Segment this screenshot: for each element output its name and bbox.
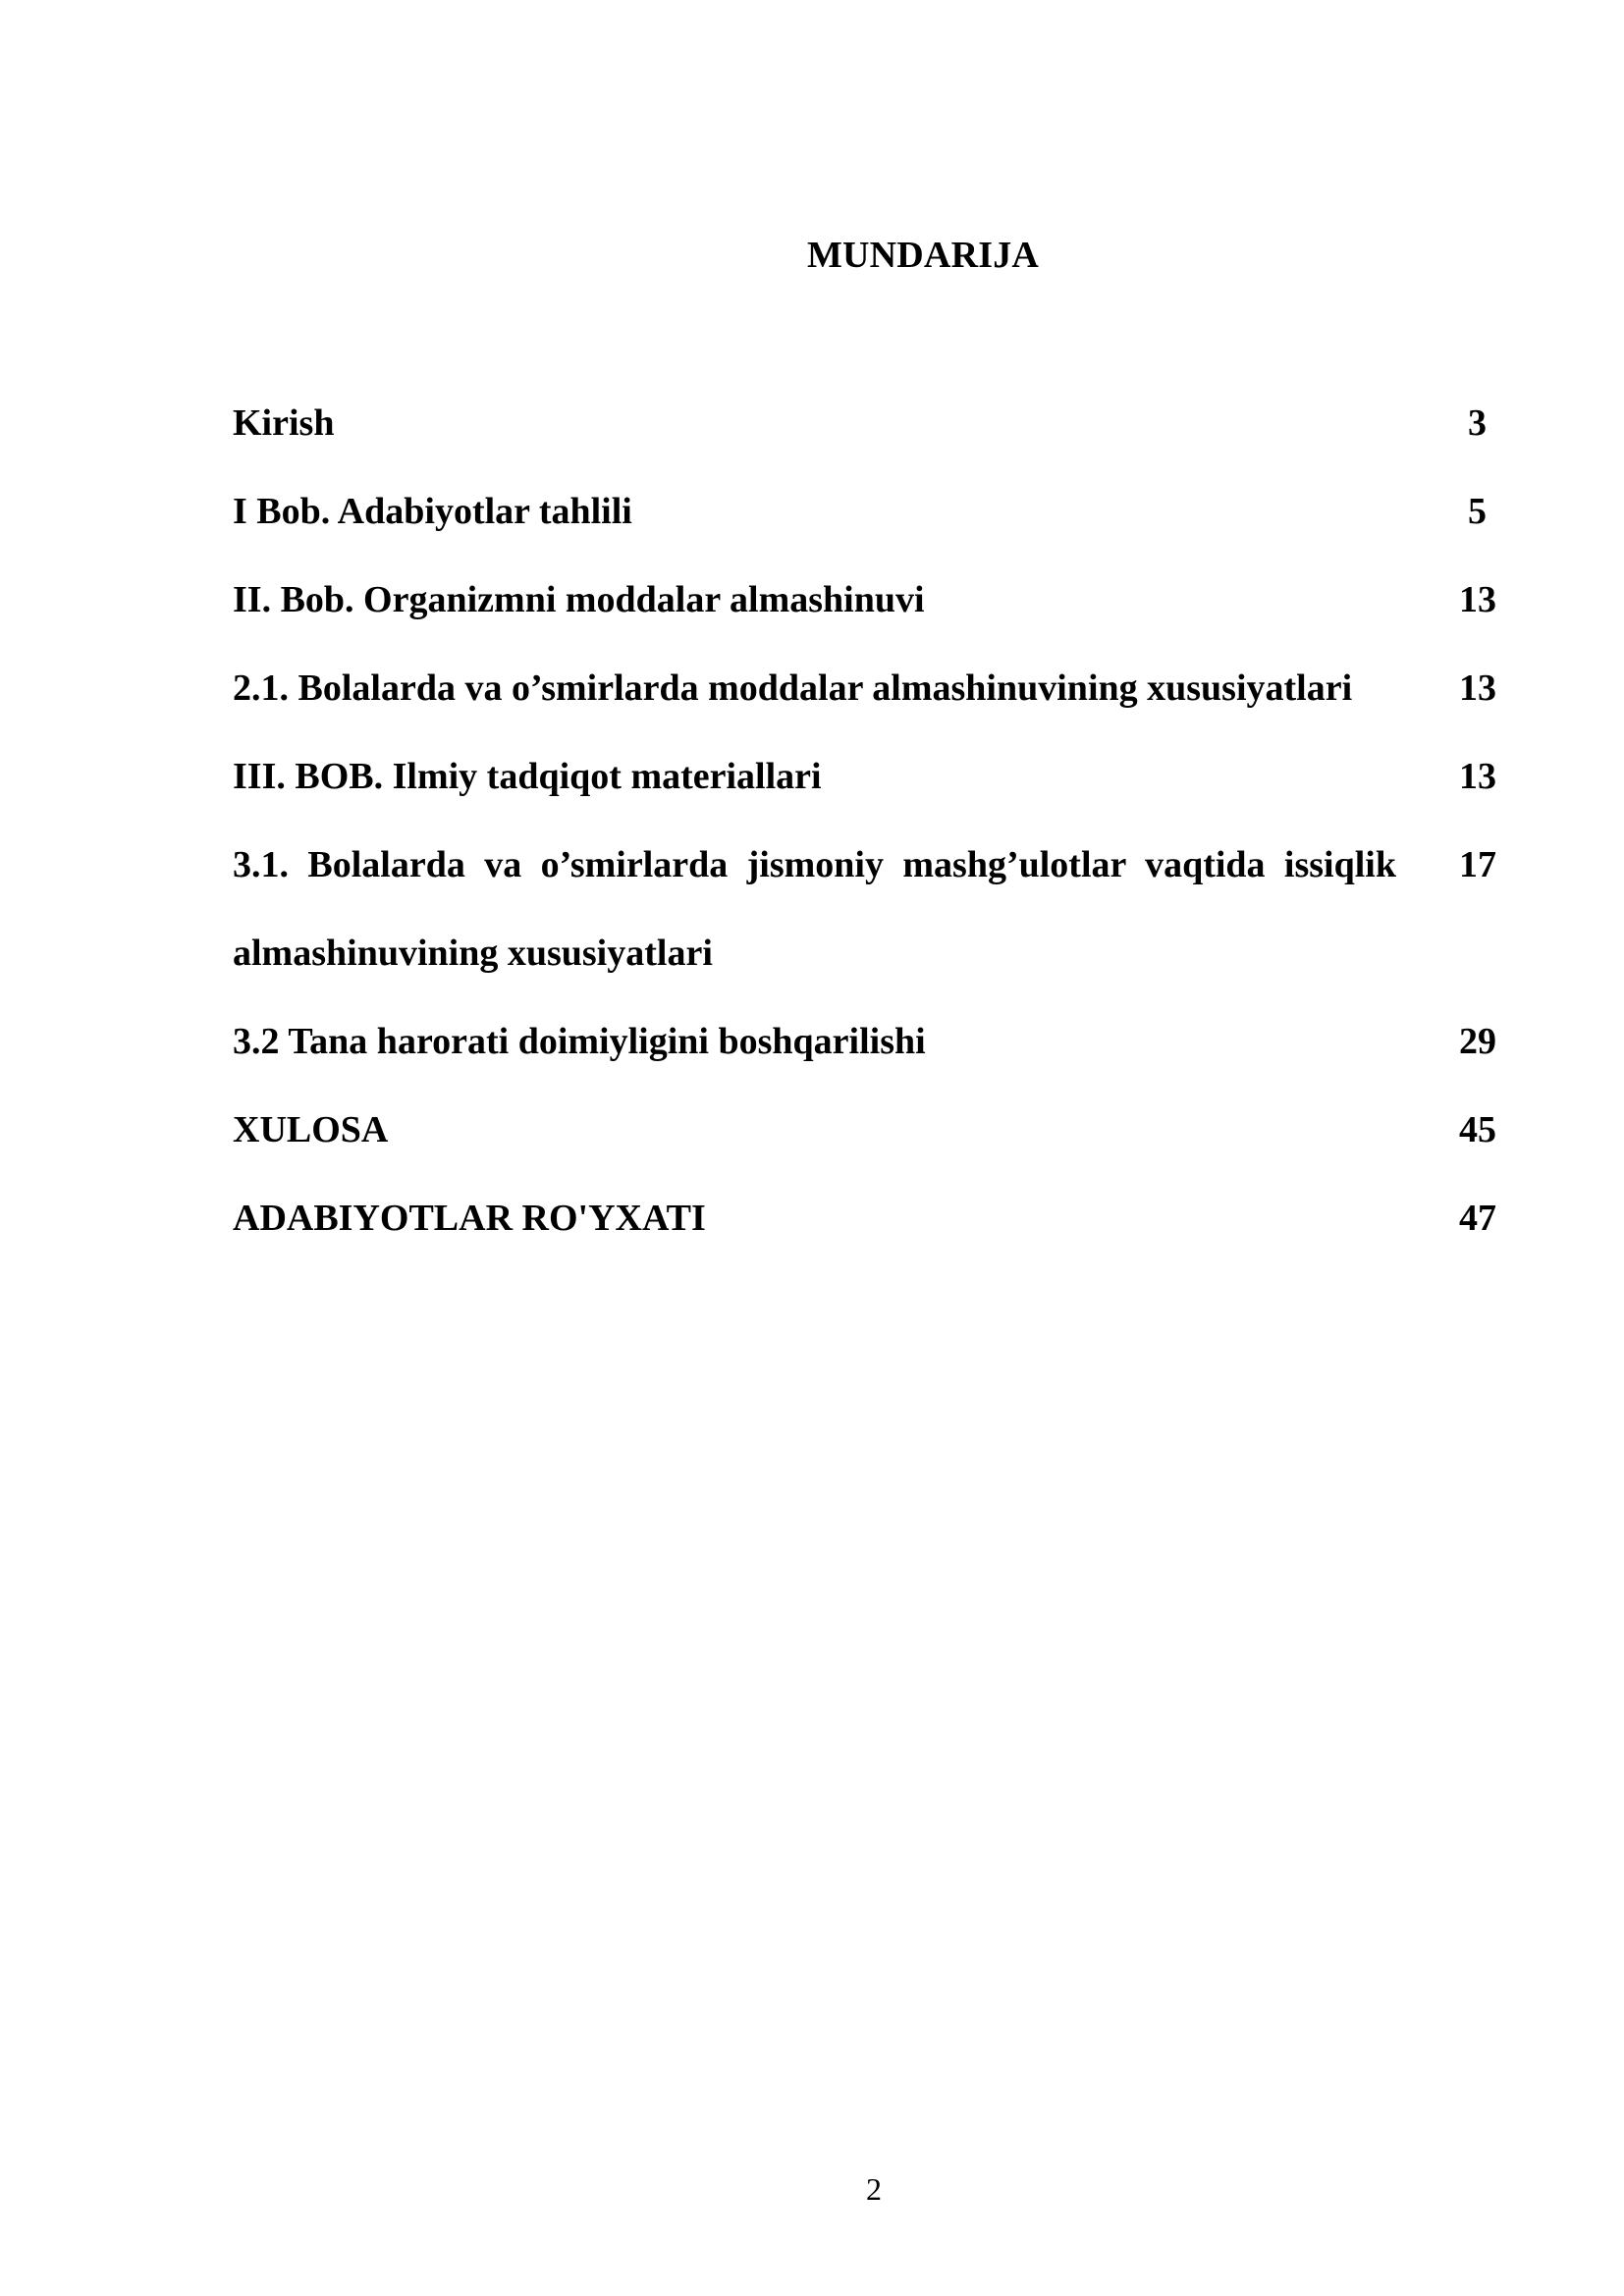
toc-entry-page: 3 — [1468, 402, 1487, 444]
toc-entry-chapter-2 — [233, 556, 1506, 644]
toc-entry-page: 47 — [1459, 1198, 1496, 1239]
toc-entry-xulosa — [233, 1086, 1506, 1174]
toc-entry-page: 13 — [1459, 667, 1496, 709]
page-title: MUNDARIJA — [806, 235, 1040, 276]
toc-entry-label: III. BOB. Ilmiy tadqiqot materiallari — [233, 756, 822, 797]
toc-entry-label: ADABIYOTLAR RO'YXATI — [233, 1198, 706, 1239]
toc-entry-page: 29 — [1459, 1021, 1496, 1062]
toc-entry-references — [233, 1174, 1506, 1262]
toc-entry-section-2-1 — [233, 644, 1506, 732]
toc-entry-label: Kirish — [233, 402, 335, 444]
toc-entry-page: 13 — [1459, 756, 1496, 797]
toc-entry-label: XULOSA — [233, 1109, 389, 1150]
toc-entry-chapter-3 — [233, 732, 1506, 821]
toc-entry-page: 45 — [1459, 1109, 1496, 1150]
toc-entry-label: 2.1. Bolalarda va o’smirlarda moddalar almashinuvining xususiyatlari — [233, 667, 1353, 709]
toc-entry-label: 3.2 Tana harorati doimiyligini boshqarilishi — [233, 1021, 926, 1062]
toc-entry-section-3-1 — [233, 821, 1506, 997]
toc-entry-section-3-2 — [233, 997, 1506, 1086]
toc-entry-page: 5 — [1468, 491, 1487, 532]
toc-entry-chapter-1 — [233, 467, 1506, 556]
toc-entry-label: 3.1. Bolalarda va o’smirlarda jismoniy mashg’ulotlar vaqtida issiqlik almashinuvining xususiyatlari — [233, 844, 1396, 974]
toc-entry-label: II. Bob. Organizmni moddalar almashinuvi — [233, 579, 925, 620]
page-number: 2 — [866, 2171, 882, 2207]
toc-entry-label: I Bob. Adabiyotlar tahlili — [233, 491, 632, 532]
table-of-contents — [233, 379, 1506, 1262]
toc-entry-page: 13 — [1459, 579, 1496, 620]
toc-entry-kirish — [233, 379, 1506, 467]
toc-entry-page: 17 — [1459, 844, 1496, 885]
